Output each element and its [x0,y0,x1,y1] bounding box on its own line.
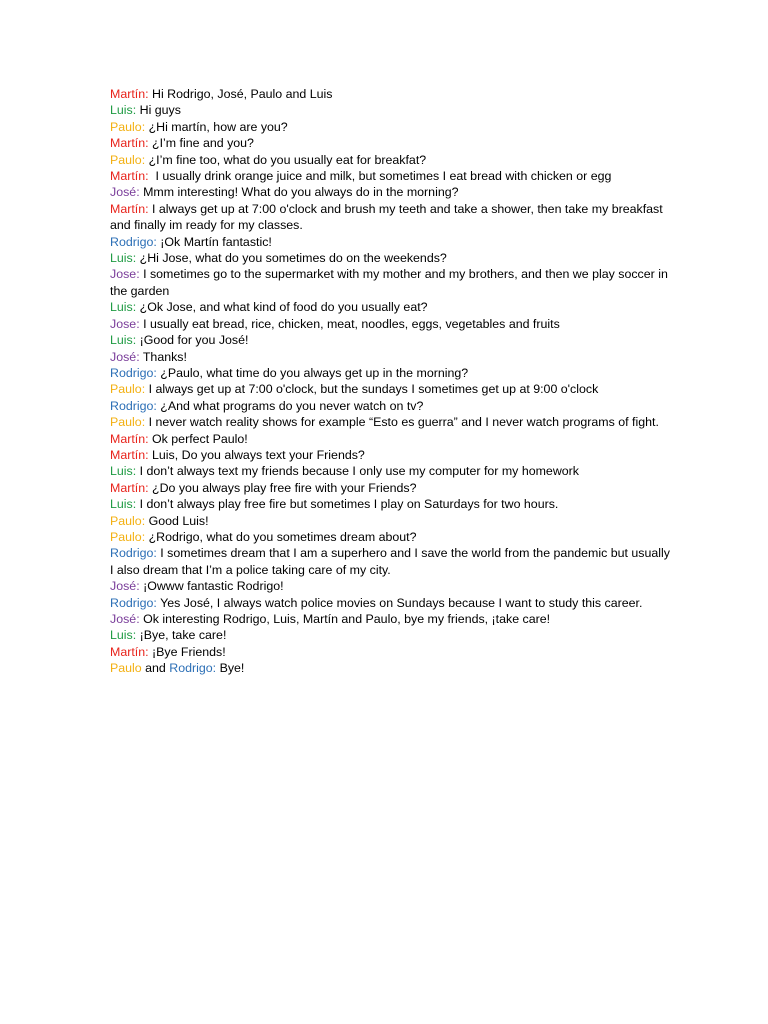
dialogue-line [110,529,670,545]
speaker-separator: : [141,382,149,397]
speaker-name: José [110,349,137,364]
dialogue-line [110,381,670,397]
dialogue-line [110,414,670,430]
speaker-name: Martín [110,644,146,659]
dialogue-line [110,545,670,578]
dialogue-line [110,349,670,365]
speaker-separator: : [136,612,144,626]
speaker-separator: : [136,349,143,364]
speaker-name: Luis [110,300,133,315]
speaker-name: Paulo [110,661,142,676]
dialogue-line [110,595,670,611]
speaker-name: Paulo [110,513,142,528]
speaker-name: Martín [110,169,146,184]
dialogue-line [110,496,670,512]
speaker-name: Martín [110,136,146,151]
dialogue-line-closing [110,660,670,676]
dialogue-line [110,463,670,479]
dialogue-line [110,578,670,594]
line-text: ¿Ok Jose, and what kind of food do you usually eat? [139,300,428,315]
line-text: I sometimes go to the supermarket with my mother and my brothers, and then we play soccer in the garden [110,267,668,298]
speaker-name: Paulo [110,119,142,134]
line-text: ¿Paulo, what time do you always get up in the morning? [160,365,469,380]
speaker-separator: : [141,529,149,544]
line-text: ¡Bye Friends! [152,644,226,659]
speaker-name: Paulo [110,529,142,544]
line-text: I usually eat bread, rice, chicken, meat, noodles, eggs, vegetables and fruits [143,316,560,331]
speaker-name: José [110,579,137,594]
dialogue-line [110,365,670,381]
speaker-separator: : [132,628,140,643]
speaker-separator: : [145,87,153,101]
line-text: I never watch reality shows for example “Esto es guerra” and I never watch programs of fight. [148,415,659,430]
speaker-separator: : [153,398,161,413]
line-text: Luis, Do you always text your Friends? [152,447,365,462]
speaker-name: Rodrigo [169,661,213,676]
line-text: Thanks! [142,349,187,364]
speaker-name: Martín [110,201,146,216]
speaker-separator: : [141,513,149,528]
dialogue-line [110,299,670,315]
dialogue-line [110,234,670,250]
dialogue-line [110,86,670,102]
line-text: ¿And what programs do you never watch on tv? [160,398,424,413]
dialogue-line [110,611,670,627]
speaker-name: Luis [110,497,133,512]
speaker-name: Martín [110,87,146,101]
dialogue-line [110,316,670,332]
line-text: ¡Ok Martín fantastic! [160,234,272,249]
speaker-separator: : [136,267,144,282]
speaker-separator: : [145,644,153,659]
speaker-separator: : [145,169,156,184]
line-text: ¿Do you always play free fire with your Friends? [152,480,417,495]
dialogue-line [110,644,670,660]
speaker-separator: : [212,661,220,676]
speaker-name: Rodrigo [110,546,154,561]
dialogue-line [110,480,670,496]
speaker-name: Luis [110,251,133,266]
speaker-name: Martín [110,480,146,495]
dialogue-line [110,184,670,200]
dialogue-line [110,135,670,151]
line-text: I don’t always play free fire but sometimes I play on Saturdays for two hours. [139,497,559,512]
speaker-name: Rodrigo [110,365,154,380]
dialogue-transcript [110,86,670,677]
dialogue-line [110,431,670,447]
speaker-separator: : [153,595,161,610]
speaker-separator: : [145,431,153,446]
speaker-separator: : [132,333,140,348]
line-text: ¿Hi Jose, what do you sometimes do on the weekends? [139,251,447,266]
speaker-name: Luis [110,628,133,643]
line-text: Good Luis! [148,513,209,528]
line-text: ¡Owww fantastic Rodrigo! [143,579,284,594]
speaker-separator: : [136,316,144,331]
speaker-separator: : [145,447,153,462]
speaker-separator: : [136,579,144,594]
dialogue-line [110,266,670,299]
line-text: ¡Bye, take care! [139,628,227,643]
line-text: ¿Hi martín, how are you? [148,119,288,134]
line-text: Mmm interesting! What do you always do in the morning? [143,185,459,200]
dialogue-line [110,168,670,184]
line-text: Ok perfect Paulo! [152,431,248,446]
speaker-separator: : [153,234,161,249]
dialogue-line [110,250,670,266]
speaker-separator: : [132,251,140,266]
speaker-name: Luis [110,103,133,118]
line-text: ¿I’m fine too, what do you usually eat for breakfat? [148,152,427,167]
speaker-separator: : [153,365,161,380]
speaker-name: Jose [110,316,137,331]
line-text: I sometimes dream that I am a superhero and I save the world from the pandemic but usually I also dream that I’m a police taking care of my city. [110,546,670,577]
speaker-separator: : [145,480,153,495]
line-text: Yes José, I always watch police movies on Sundays because I want to study this career. [160,595,643,610]
dialogue-line [110,119,670,135]
speaker-name: Paulo [110,152,142,167]
dialogue-line [110,332,670,348]
line-text: ¡Good for you José! [139,333,249,348]
dialogue-line [110,152,670,168]
dialogue-line [110,447,670,463]
line-text: Hi guys [139,103,181,118]
dialogue-line [110,513,670,529]
speaker-name: Martín [110,447,146,462]
speaker-separator: : [141,119,149,134]
speaker-separator: : [132,103,140,118]
speaker-name: Martín [110,431,146,446]
speaker-name: Jose [110,267,137,282]
speaker-separator: : [132,464,140,479]
speaker-name: Rodrigo [110,234,154,249]
speaker-name: Paulo [110,382,142,397]
speaker-separator: : [132,300,140,315]
line-text: I always get up at 7:00 o'clock, but the sundays I sometimes get up at 9:00 o'clock [148,382,599,397]
line-text: Bye! [219,661,245,676]
speaker-separator: : [153,546,161,561]
speaker-separator: : [141,415,149,430]
speaker-name: Luis [110,333,133,348]
line-text: I always get up at 7:00 o'clock and brush my teeth and take a shower, then take my breakfast and finally im ready for my classes. [110,201,663,233]
line-text: I don’t always text my friends because I only use my computer for my homework [139,464,579,479]
line-text: Hi Rodrigo, José, Paulo and Luis [152,87,333,101]
line-text: ¿Rodrigo, what do you sometimes dream about? [148,529,417,544]
speaker-name: Luis [110,464,133,479]
dialogue-line [110,398,670,414]
speaker-separator: : [132,497,140,512]
speaker-name: Rodrigo [110,398,154,413]
line-text: Ok interesting Rodrigo, Luis, Martín and Paulo, bye my friends, ¡take care! [143,612,551,626]
line-text: ¿I’m fine and you? [152,136,254,151]
speaker-separator: : [145,136,153,151]
dialogue-line [110,102,670,118]
speaker-name: Paulo [110,415,142,430]
dialogue-line [110,201,670,234]
speaker-name: Rodrigo [110,595,154,610]
speaker-joiner: and [141,661,170,676]
speaker-separator: : [141,152,149,167]
speaker-name: José [110,612,137,626]
dialogue-line [110,627,670,643]
speaker-separator: : [145,201,153,216]
speaker-name: José [110,185,137,200]
speaker-separator: : [136,185,144,200]
line-text: I usually drink orange juice and milk, but sometimes I eat bread with chicken or egg [155,169,612,184]
